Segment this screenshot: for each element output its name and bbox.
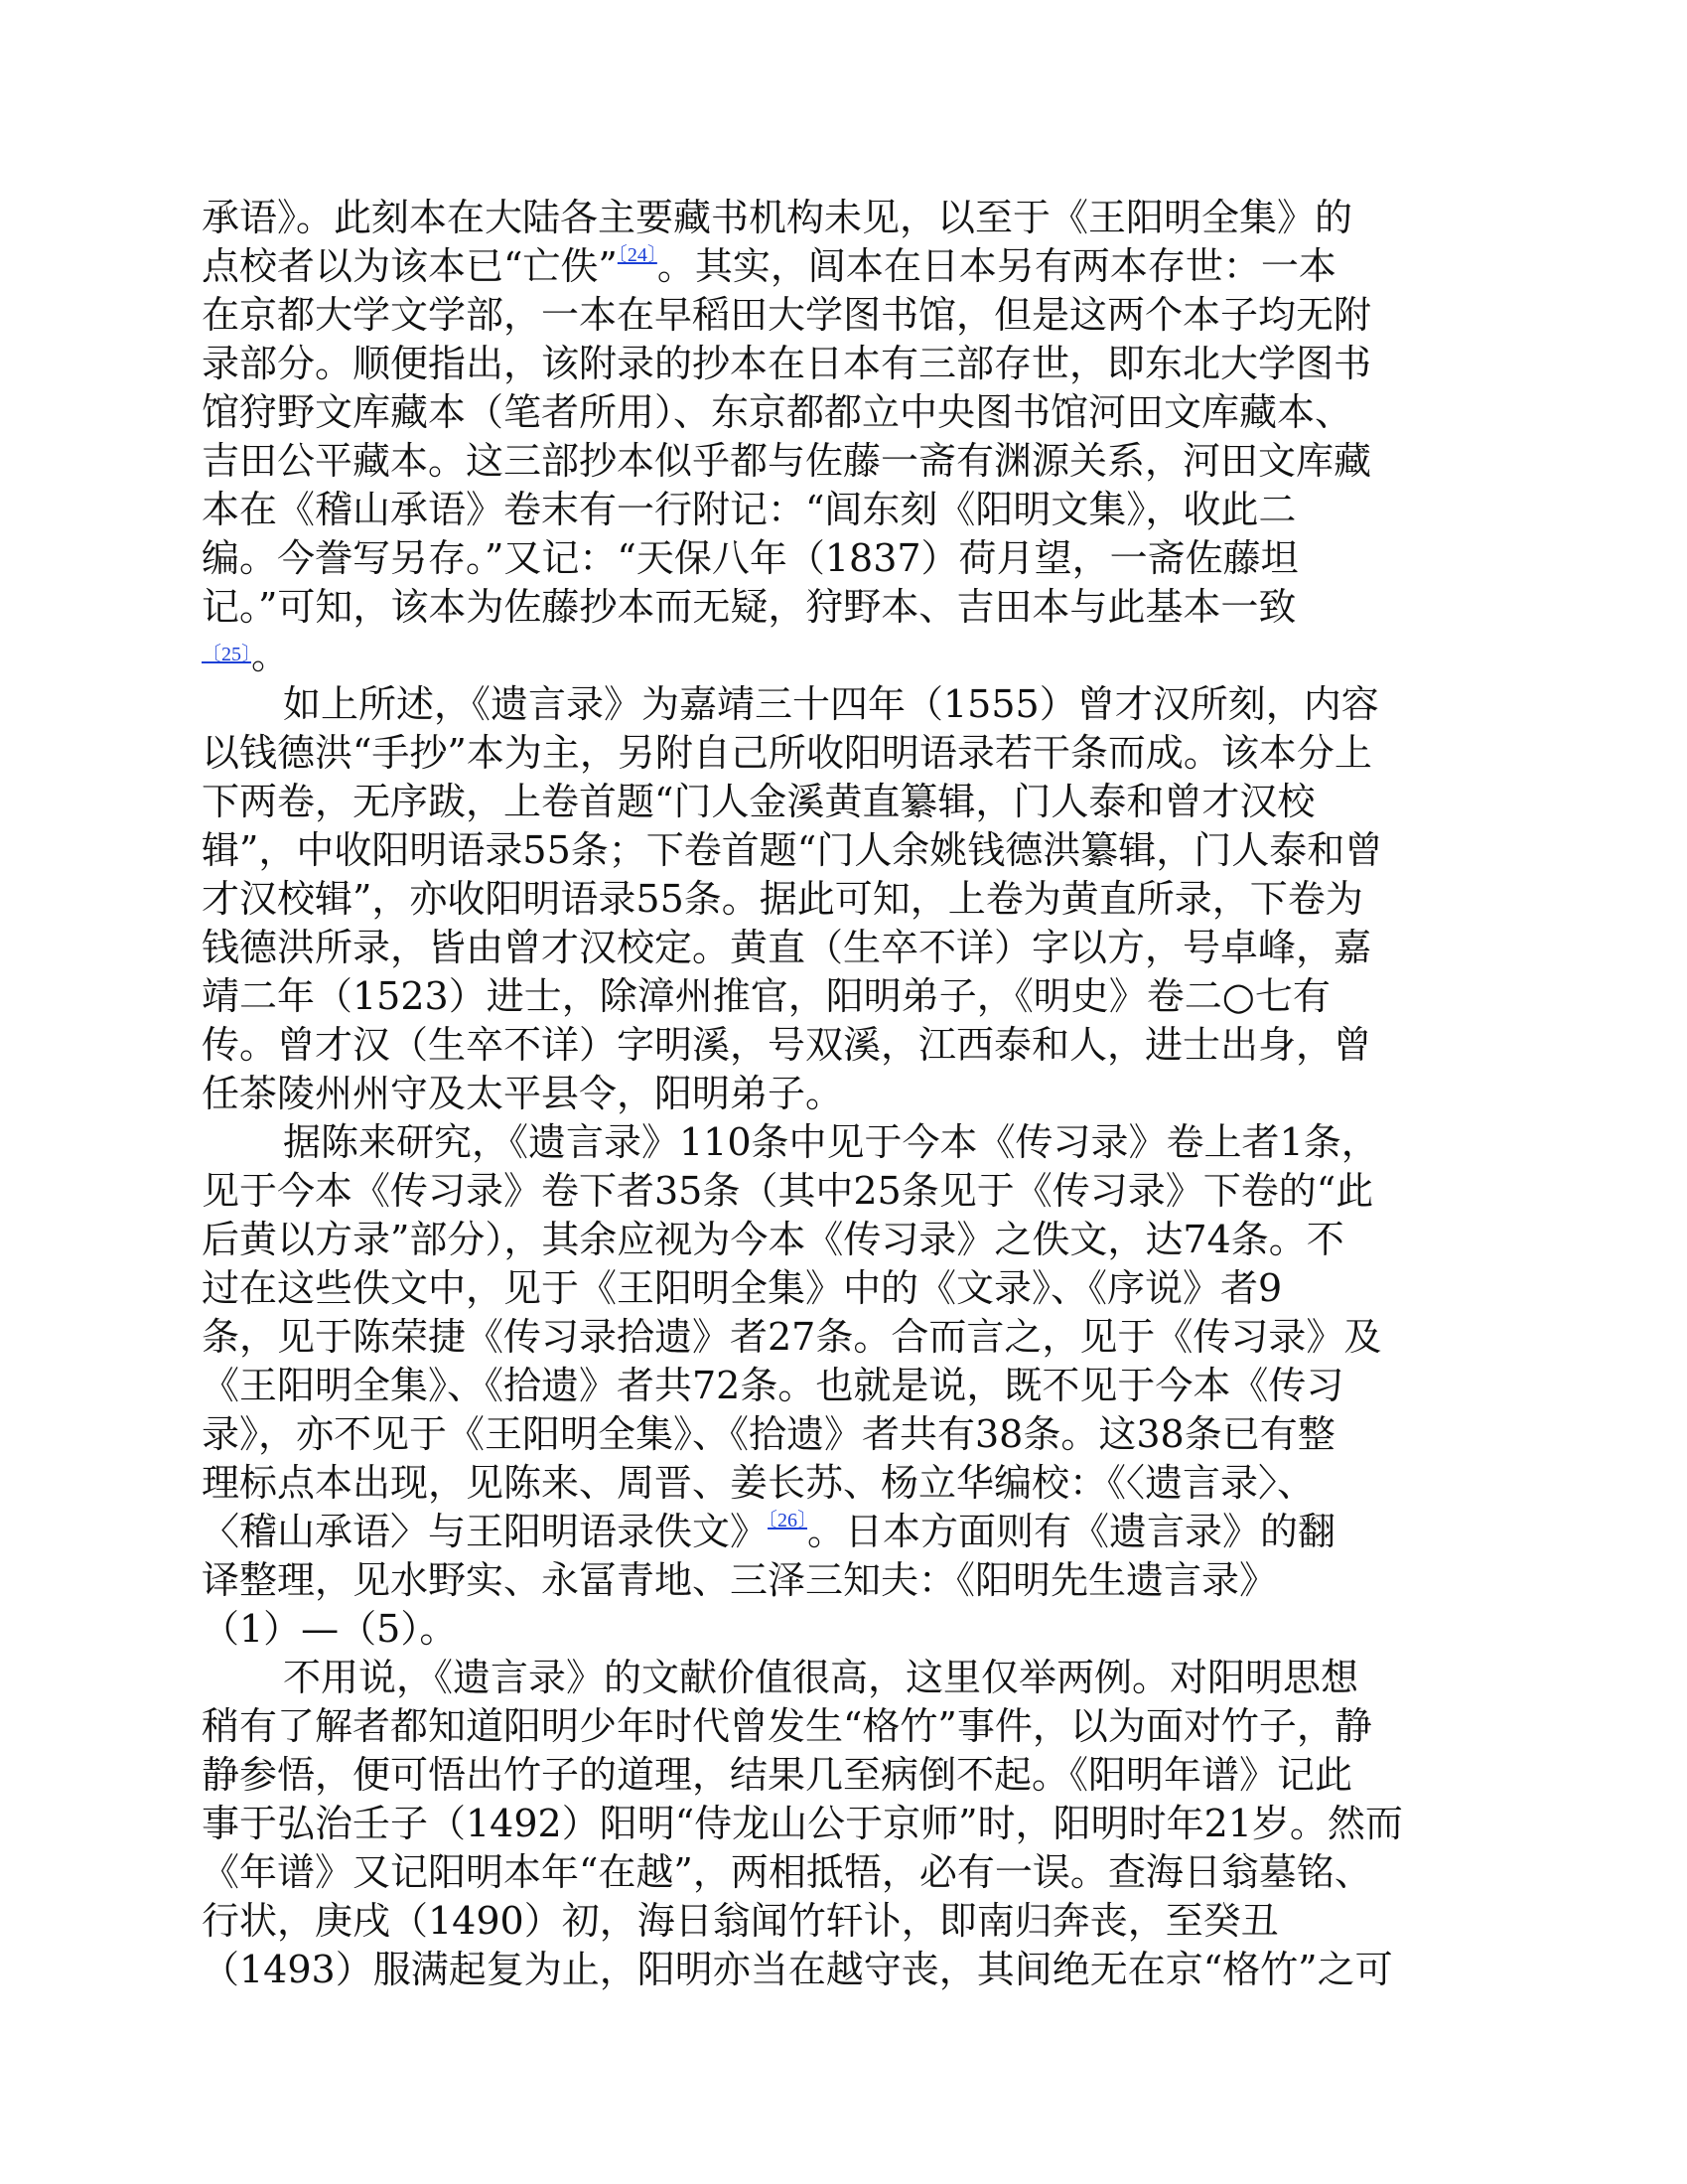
text-segment: 静参悟，便可悟出竹子的道理，结果几至病倒不起。《阳明年谱》记此 <box>202 1753 1353 1797</box>
text-line <box>202 242 1484 291</box>
text-segment: 过在这些佚文中，见于《王阳明全集》中的《文录》、《序说》者9 <box>202 1266 1283 1310</box>
text-line <box>202 826 1484 875</box>
text-segment: 《年谱》又记阳明本年“在越”，两相抵牾，必有一误。查海日翁墓铭、 <box>202 1850 1372 1894</box>
text-line <box>202 388 1484 437</box>
text-segment: 不用说，《遗言录》的文献价值很高，这里仅举两例。对阳明思想 <box>283 1656 1359 1699</box>
text-segment: 行状，庚戌（1490）初，海日翁闻竹轩讣，即南归奔丧，至癸丑 <box>202 1899 1279 1943</box>
text-line <box>202 1167 1484 1216</box>
text-line <box>202 1848 1484 1897</box>
text-segment: 任茶陵州州守及太平县令，阳明弟子。 <box>202 1072 844 1115</box>
text-line <box>202 632 1484 680</box>
text-line <box>202 778 1484 826</box>
text-segment: 。其实，闾本在日本另有两本存世：一本 <box>656 244 1336 288</box>
text-segment: 点校者以为该本已“亡佚” <box>202 244 618 288</box>
text-segment: 本在《稽山承语》卷末有一行附记：“闾东刻《阳明文集》，收此二 <box>202 488 1297 531</box>
text-segment: 钱德洪所录，皆由曾才汉校定。黄直（生卒不详）字以方，号卓峰，嘉 <box>202 926 1372 969</box>
text-segment: 后黄以方录”部分），其余应视为今本《传习录》之佚文，达74条。不 <box>202 1218 1344 1261</box>
text-line <box>202 1410 1484 1459</box>
text-segment: 吉田公平藏本。这三部抄本似乎都与佐藤一斋有渊源关系，河田文库藏 <box>202 439 1372 483</box>
body-text <box>202 194 1484 1994</box>
footnote-link[interactable]: 〔26〕 <box>768 1510 808 1531</box>
text-segment: （1）—（5）。 <box>202 1607 458 1651</box>
text-segment: 译整理，见水野实、永冨青地、三泽三知夫：《阳明先生遗言录》 <box>202 1558 1278 1602</box>
text-line <box>202 340 1484 388</box>
text-line <box>202 1946 1484 1994</box>
text-segment: 编。今誊写另存。”又记：“天保八年（1837）荷月望，一斋佐藤坦 <box>202 536 1299 580</box>
text-line <box>202 1313 1484 1362</box>
footnote-link[interactable]: 〔25〕 <box>202 644 251 665</box>
text-segment: 据陈来研究，《遗言录》110条中见于今本《传习录》卷上者1条， <box>283 1120 1379 1164</box>
text-segment: 《王阳明全集》、《拾遗》者共72条。也就是说，既不见于今本《传习 <box>202 1364 1344 1407</box>
text-segment: 下两卷，无序跋，上卷首题“门人金溪黄直纂辑，门人泰和曾才汉校 <box>202 780 1316 823</box>
text-line <box>202 924 1484 972</box>
text-line <box>202 1800 1484 1848</box>
text-segment: 如上所述，《遗言录》为嘉靖三十四年（1555）曾才汉所刻，内容 <box>283 682 1379 726</box>
text-segment: 。日本方面则有《遗言录》的翻 <box>807 1510 1336 1553</box>
text-segment: 承语》。此刻本在大陆各主要藏书机构未见，以至于《王阳明全集》的 <box>202 196 1353 239</box>
text-line <box>202 437 1484 486</box>
text-segment: 录》，亦不见于《王阳明全集》、《拾遗》者共有38条。这38条已有整 <box>202 1412 1336 1456</box>
text-segment: 录部分。顺便指出，该附录的抄本在日本有三部存世，即东北大学图书 <box>202 342 1372 385</box>
text-line <box>202 534 1484 583</box>
text-segment: 条，见于陈荣捷《传习录拾遗》者27条。合而言之，见于《传习录》及 <box>202 1315 1382 1359</box>
text-segment: 传。曾才汉（生卒不详）字明溪，号双溪，江西泰和人，进士出身，曾 <box>202 1023 1372 1067</box>
text-line <box>202 1605 1484 1654</box>
text-line <box>202 486 1484 534</box>
footnote-link[interactable]: 〔24〕 <box>617 244 657 266</box>
text-segment: 才汉校辑”，亦收阳明语录55条。据此可知，上卷为黄直所录，下卷为 <box>202 877 1363 921</box>
text-segment: 见于今本《传习录》卷下者35条（其中25条见于《传习录》下卷的“此 <box>202 1169 1374 1213</box>
text-line <box>202 1556 1484 1605</box>
text-segment: 馆狩野文库藏本（笔者所用）、东京都都立中央图书馆河田文库藏本、 <box>202 390 1353 434</box>
text-segment: 在京都大学文学部，一本在早稻田大学图书馆，但是这两个本子均无附 <box>202 293 1372 337</box>
text-line <box>202 1897 1484 1946</box>
text-line <box>202 1118 1484 1167</box>
text-segment: 〈稽山承语〉与王阳明语录佚文》 <box>202 1510 769 1553</box>
text-segment: 。 <box>251 634 290 677</box>
text-line <box>202 194 1484 242</box>
text-segment: （1493）服满起复为止，阳明亦当在越守丧，其间绝无在京“格竹”之可 <box>202 1948 1393 1991</box>
text-line <box>202 1459 1484 1508</box>
text-segment: 记。”可知，该本为佐藤抄本而无疑，狩野本、吉田本与此基本一致 <box>202 585 1297 629</box>
text-line <box>202 1070 1484 1118</box>
text-line <box>202 1702 1484 1751</box>
text-line <box>202 1654 1484 1702</box>
text-line <box>202 729 1484 778</box>
text-line <box>202 1751 1484 1800</box>
text-segment: 辑”，中收阳明语录55条；下卷首题“门人余姚钱德洪纂辑，门人泰和曾 <box>202 828 1383 872</box>
text-segment: 靖二年（1523）进士，除漳州推官，阳明弟子，《明史》卷二○七有 <box>202 974 1331 1018</box>
text-line <box>202 1508 1484 1556</box>
text-segment: 事于弘治壬子（1492）阳明“侍龙山公于京师”时，阳明时年21岁。然而 <box>202 1802 1403 1845</box>
text-segment: 以钱德洪“手抄”本为主，另附自己所收阳明语录若干条而成。该本分上 <box>202 731 1372 775</box>
text-line <box>202 680 1484 729</box>
text-line <box>202 972 1484 1021</box>
text-line <box>202 583 1484 632</box>
text-line <box>202 1264 1484 1313</box>
text-line <box>202 875 1484 924</box>
text-line <box>202 1021 1484 1070</box>
text-line <box>202 1362 1484 1410</box>
text-segment: 理标点本出现，见陈来、周晋、姜长苏、杨立华编校：《〈遗言录〉、 <box>202 1461 1316 1505</box>
text-line <box>202 291 1484 340</box>
text-segment: 稍有了解者都知道阳明少年时代曾发生“格竹”事件，以为面对竹子，静 <box>202 1704 1372 1748</box>
text-line <box>202 1216 1484 1264</box>
